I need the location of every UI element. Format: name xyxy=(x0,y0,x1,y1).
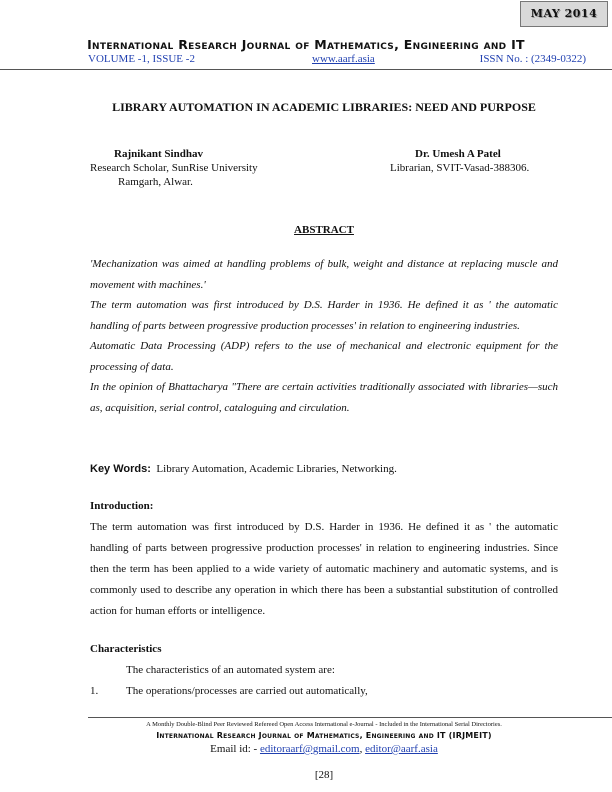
journal-meta-row xyxy=(88,53,586,67)
characteristics-heading: Characteristics xyxy=(90,643,162,655)
email-label: Email id: - xyxy=(210,743,260,755)
abstract-paragraph: Automatic Data Processing (ADP) refers to the use of mechanical and electronic equipment for the processing of data. xyxy=(90,340,558,373)
footer-email xyxy=(0,743,612,755)
footer-journal-name: International Research Journal of Mathematics, Engineering and IT (IRJMEIT) xyxy=(156,731,492,740)
abstract-paragraph: The term automation was first introduced by D.S. Harder in 1936. He defined it as ' the automatic handling of parts between progressive production processes' in relation to engineering industries. xyxy=(90,299,558,332)
abstract-body xyxy=(90,254,558,418)
email-separator: , xyxy=(359,743,366,755)
author1-name: Rajnikant Sindhav xyxy=(114,148,203,160)
page-number: [28] xyxy=(314,769,334,781)
footer-description: A Monthly Double-Blind Peer Reviewed Refereed Open Access International e-Journal - Included in the International Serial Directories. xyxy=(146,721,502,728)
introduction-heading: Introduction: xyxy=(90,500,154,512)
issn: ISSN No. : (2349-0322) xyxy=(479,53,586,65)
author1-affiliation: Research Scholar, SunRise University xyxy=(90,162,258,174)
journal-header: International Research Journal of Mathematics, Engineering and IT xyxy=(87,37,525,52)
volume-issue: VOLUME -1, ISSUE -2 xyxy=(88,53,195,65)
website-link[interactable]: www.aarf.asia xyxy=(312,53,375,65)
author2-affiliation: Librarian, SVIT-Vasad-388306. xyxy=(390,162,530,174)
list-item: The operations/processes are carried out automatically, xyxy=(126,685,368,697)
email-link-1[interactable]: editoraarf@gmail.com xyxy=(259,743,360,755)
date-badge: MAY 2014 xyxy=(520,1,608,27)
keywords-label: Key Words: xyxy=(90,463,151,475)
keywords xyxy=(90,463,558,475)
abstract-heading: ABSTRACT xyxy=(294,224,354,236)
characteristics-intro: The characteristics of an automated system are: xyxy=(126,664,335,676)
abstract-paragraph: In the opinion of Bhattacharya "There are certain activities traditionally associated with libraries—such as, acquisition, serial control, cataloguing and circulation. xyxy=(90,381,558,414)
email-link-2[interactable]: editor@aarf.asia xyxy=(365,743,438,755)
author2-name: Dr. Umesh A Patel xyxy=(415,148,501,160)
introduction-body: The term automation was first introduced by D.S. Harder in 1936. He defined it as ' the automatic handling of parts between progressive production processes' in relation to engineering industries. Since then the term has been applied to a wide variety of automatic machinery and automatic systems, and is commonly used to describe any operation in which there has been a substantial substitution of controlled action for human efforts or intelligence. xyxy=(90,521,558,617)
abstract-paragraph: 'Mechanization was aimed at handling problems of bulk, weight and distance at replacing muscle and movement with machines.' xyxy=(90,258,558,291)
paper-title: LIBRARY AUTOMATION IN ACADEMIC LIBRARIES: NEED AND PURPOSE xyxy=(112,100,536,114)
keywords-text: Library Automation, Academic Libraries, Networking. xyxy=(156,463,397,475)
author1-location: Ramgarh, Alwar. xyxy=(118,176,193,188)
header-divider xyxy=(0,69,612,70)
footer-divider xyxy=(88,717,612,718)
list-item-number: 1. xyxy=(90,685,99,697)
